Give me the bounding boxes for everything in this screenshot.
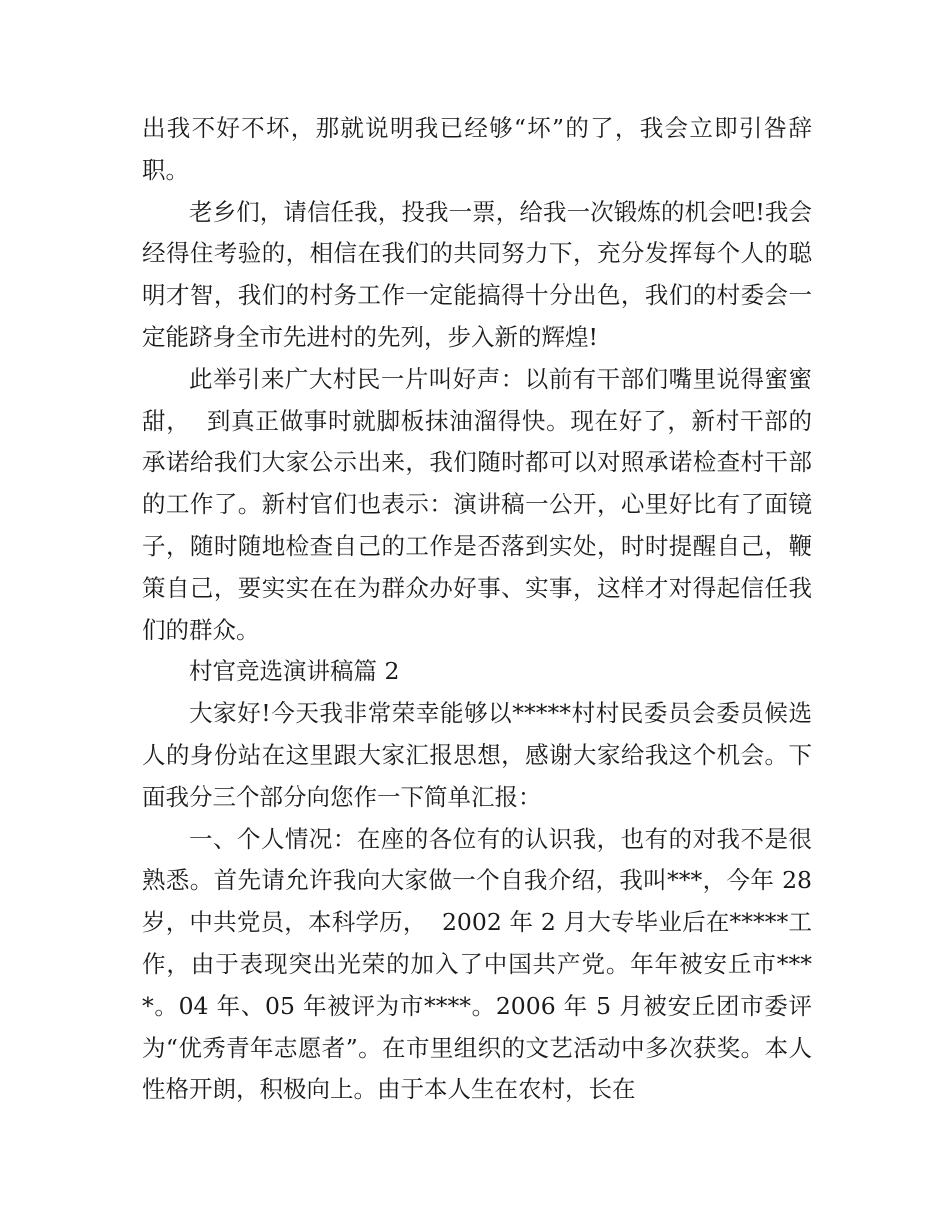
document-page — [142, 108, 820, 1111]
paragraph-2: 老乡们，请信任我，投我一票，给我一次锻炼的机会吧!我会经得住考验的，相信在我们的共同努力下，充分发挥每个人的聪明才智，我们的村务工作一定能搞得十分出色，我们的村委会一定能跻身全市先进村的先列，步入新的辉煌! — [142, 197, 812, 351]
paragraph-4: 大家好!今天我非常荣幸能够以*****村村民委员会委员候选人的身份站在这里跟大家汇报思想，感谢大家给我这个机会。下面我分三个部分向您作一下简单汇报： — [142, 699, 812, 811]
paragraph-1: 出我不好不坏，那就说明我已经够“坏”的了，我会立即引咎辞职。 — [142, 114, 812, 184]
section-title: 村官竞选演讲稿篇 2 — [189, 657, 400, 686]
paragraph-5: 一、个人情况：在座的各位有的认识我，也有的对我不是很熟悉。首先请允许我向大家做一个自我介绍，我叫***，今年 28 岁，中共党员，本科学历， 2002 年 2 月大专毕业后在*****工作，由于表现突出光荣的加入了中国共产党。年年被安丘市****。04 年、05 年被评为市****。2006 年 5 月被安丘团市委评为“优秀青年志愿者”。在市里组织的文艺活动中多次获奖。本人性格开朗，积极向上。由于本人生在农村，长在 — [142, 824, 820, 1104]
paragraph-3: 此举引来广大村民一片叫好声：以前有干部们嘴里说得蜜蜜甜， 到真正做事时就脚板抹油溜得快。现在好了，新村干部的承诺给我们大家公示出来，我们随时都可以对照承诺检查村干部的工作了。新村官们也表示：演讲稿一公开，心里好比有了面镜子，随时随地检查自己的工作是否落到实处，时时提醒自己，鞭策自己，要实实在在为群众办好事、实事，这样才对得起信任我们的群众。 — [142, 364, 812, 644]
